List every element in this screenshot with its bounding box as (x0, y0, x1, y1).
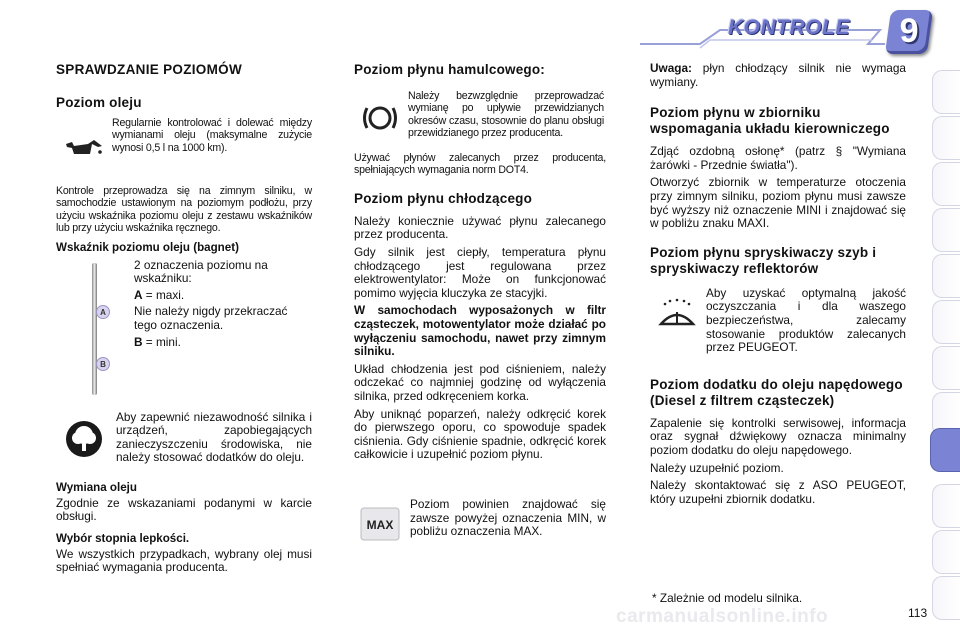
side-tab[interactable] (932, 254, 960, 298)
dipstick-illustration (56, 259, 108, 399)
side-tab[interactable] (932, 208, 960, 252)
side-tab[interactable] (932, 300, 960, 344)
oil-icon-text: Regularnie kontrolować i dolewać między wymianami oleju (maksymalne zużycie wynosi 0,5 l na 1000 km). (112, 117, 312, 154)
side-tab[interactable] (932, 530, 960, 574)
change-heading: Wymiana oleju (56, 480, 137, 494)
washer-text: Aby uzyskać optymalną jakość oczyszczania i dla waszego bezpieczeństwa, zalecamy stosowanie produktów zalecanych przez PEUGEOT. (706, 285, 906, 355)
max-text: Poziom powinien znajdować się zawsze powyżej oznaczenia MIN, w pobliżu oznaczenia MAX. (410, 496, 606, 539)
oil-check-text: Kontrole przeprowadza się na zimnym silniku, w samochodzie ustawionym na poziomym podłożu, przy użyciu wskaźnika poziomu oleju z zestawu wskaźników lub przy użyciu wskaźnika ręcznego. (56, 185, 312, 235)
washer-heading: Poziom płynu spryskiwaczy szyb i spryskiwaczy reflektorów (650, 244, 877, 276)
tree-icon (56, 411, 112, 467)
gauge-mark-a: A (96, 305, 110, 319)
footnote: * Zależnie od modelu silnika. (652, 591, 803, 605)
page-title: KONTROLE (728, 16, 850, 39)
column-right (650, 58, 906, 506)
windscreen-washer-icon (650, 287, 704, 339)
chapter-badge (885, 10, 933, 54)
side-tab[interactable] (932, 162, 960, 206)
coolant-text-2: Gdy silnik jest ciepły, temperatura płynu chłodzącego jest regulowana przez elektrowentylator: Może on funkcjonować pomimo wyjęcia kluczyka ze stacyjki. (354, 245, 606, 300)
note-text: płyn chłodzący silnik nie wymaga wymiany. (650, 61, 906, 89)
brake-heading: Poziom płynu hamulcowego: (354, 62, 546, 77)
viscosity-text: We wszystkich przypadkach, wybrany olej musi spełniać wymagania producenta. (56, 546, 312, 575)
oil-heading: Poziom oleju (56, 95, 142, 110)
brake-icon-text: Należy bezwzględnie przeprowadzać wymianę po upływie przewidzianych okresów czasu, stosownie do planu obsługi przewidzianego przez producenta. (408, 90, 604, 140)
steering-heading: Poziom płynu w zbiorniku wspomagania układu kierowniczego (650, 105, 890, 137)
side-tabs (926, 70, 960, 630)
additive-text-3: Należy skontaktować się z ASO PEUGEOT, który uzupełni zbiornik dodatku. (650, 478, 906, 506)
change-text: Zgodnie ze wskazaniami podanymi w karcie obsługi. (56, 495, 312, 524)
note-bold: Uwaga: (650, 61, 692, 75)
mark-b-text: = mini. (142, 334, 181, 349)
column-middle (354, 58, 606, 550)
side-tab[interactable] (932, 346, 960, 390)
max-icon (354, 498, 406, 550)
steering-text-1: Zdjąć ozdobną osłonę* (patrz § "Wymiana żarówki - Przednie światła"). (650, 144, 906, 172)
coolant-text-3: Układ chłodzenia jest pod ciśnieniem, należy odczekać co najmniej godzinę od wyłączenia silnika, przed odkręceniem korka. (354, 361, 606, 403)
additive-text-1: Zapalenie się kontrolki serwisowej, informacja oraz sygnał dźwiękowy oznacza minimalny poziom dodatku do oleju napędowego. (650, 415, 906, 457)
column-left (56, 58, 312, 575)
oil-can-icon (56, 117, 112, 177)
additive-heading: Poziom dodatku do oleju napędowego (Diesel z filtrem cząsteczek) (650, 376, 903, 408)
watermark: carmanualsonline.info (616, 606, 829, 627)
mark-b-label: B (134, 334, 143, 349)
side-tab[interactable] (932, 116, 960, 160)
mark-a-line (134, 289, 310, 303)
mark-b-line (134, 336, 310, 350)
dipstick-heading: Wskaźnik poziomu oleju (bagnet) (56, 240, 239, 254)
side-tab[interactable] (932, 70, 960, 114)
side-tab[interactable] (932, 484, 960, 528)
brake-fluid-icon (354, 90, 406, 146)
coolant-text-1: Należy koniecznie używać płynu zalecanego przez producenta. (354, 213, 606, 242)
side-tab[interactable] (932, 576, 960, 620)
brake-spec-text: Używać płynów zalecanych przez producenta, spełniających wymagania norm DOT4. (354, 152, 606, 177)
chapter-number: 9 (899, 12, 919, 50)
additive-text-2: Należy uzupełnić poziom. (650, 460, 784, 475)
note-line (650, 62, 906, 89)
page-number: 113 (908, 606, 928, 620)
header (0, 0, 960, 56)
max-icon-label: MAX (366, 517, 394, 532)
steering-text-2: Otworzyć zbiornik w temperaturze otoczenia przy zimnym silniku, poziom płynu musi zawsze być wyższy niż oznaczenie MINI i znajdować się w pobliżu znaku MAXI. (650, 175, 906, 231)
section-title: SPRAWDZANIE POZIOMÓW (56, 62, 242, 77)
coolant-text-4: Aby uniknąć poparzeń, należy odkręcić korek do pierwszego oporu, co spowoduje spadek ciśnienia. Gdy ciśnienie spadnie, odkręcić korek całkowicie i uzupełnić poziom płynu. (354, 406, 606, 462)
mark-a-label: A (134, 287, 143, 302)
viscosity-heading: Wybór stopnia lepkości. (56, 531, 190, 545)
dipstick-intro: 2 oznaczenia poziomu na wskaźniku: (134, 257, 268, 286)
coolant-heading: Poziom płynu chłodzącego (354, 190, 533, 206)
env-text: Aby zapewnić niezawodność silnika i urządzeń, zapobiegających zanieczyszczeniu środowiska, nie należy stosować dodatków do oleju. (116, 409, 312, 465)
side-tab-active[interactable] (930, 428, 960, 472)
coolant-bold-note: W samochodach wyposażonych w filtr cząsteczek, motowentylator może działać po wyłączeniu samochodu, nawet przy zimnym silniku. (354, 303, 606, 359)
gauge-mark-b: B (96, 357, 110, 371)
dipstick-rod (92, 263, 97, 395)
mark-a-warning: Nie należy nigdy przekraczać tego oznaczenia. (134, 304, 288, 332)
mark-a-text: = maxi. (142, 287, 185, 302)
